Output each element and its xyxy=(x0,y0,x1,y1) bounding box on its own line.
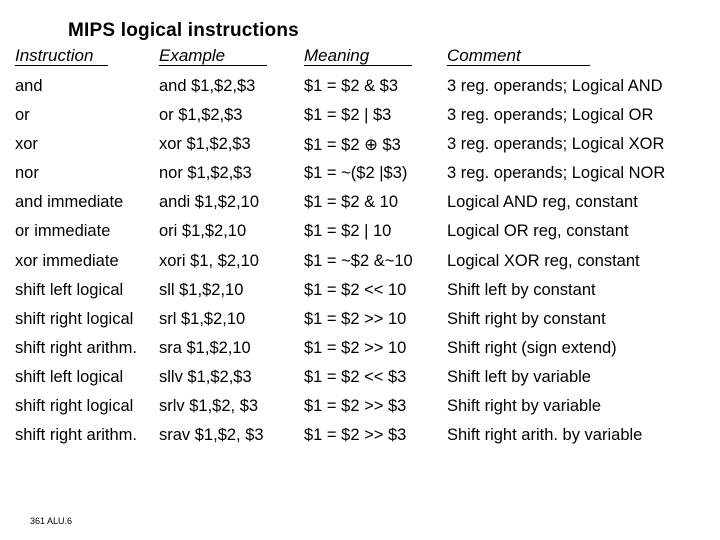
cell-comment: 3 reg. operands; Logical AND xyxy=(447,77,663,95)
table-row xyxy=(0,104,720,133)
cell-example: srav $1,$2, $3 xyxy=(159,426,264,445)
table-header xyxy=(0,46,720,68)
cell-meaning: $1 = ~($2 |$3) xyxy=(304,164,408,183)
header-example: Example xyxy=(159,46,226,65)
cell-meaning: $1 = $2 >> 10 xyxy=(304,338,407,357)
cell-meaning: $1 = $2 & $3 xyxy=(304,77,399,95)
cell-comment: 3 reg. operands; Logical OR xyxy=(447,106,654,125)
header-underline xyxy=(447,65,590,66)
header-underline xyxy=(15,65,108,66)
cell-meaning: $1 = $2 | 10 xyxy=(304,222,392,241)
cell-comment: Logical AND reg, constant xyxy=(447,193,638,212)
table-row xyxy=(0,395,720,424)
table-row xyxy=(0,220,720,249)
cell-comment: Shift right arith. by variable xyxy=(447,426,643,445)
cell-instruction: shift right logical xyxy=(15,309,134,328)
table-row xyxy=(0,308,720,337)
cell-meaning: $1 = $2 << 10 xyxy=(304,280,407,299)
cell-meaning: $1 = $2 >> $3 xyxy=(304,426,407,445)
header-underline xyxy=(304,65,412,66)
cell-meaning: $1 = $2 | $3 xyxy=(304,106,392,125)
cell-example: nor $1,$2,$3 xyxy=(159,164,252,183)
cell-meaning: $1 = $2 ⊕ $3 xyxy=(304,136,401,155)
page-title: MIPS logical instructions xyxy=(68,20,299,41)
cell-comment: 3 reg. operands; Logical XOR xyxy=(447,135,665,154)
cell-example: sllv $1,$2,$3 xyxy=(159,367,252,386)
table-row xyxy=(0,162,720,191)
header-instruction: Instruction xyxy=(15,46,94,65)
cell-instruction: shift left logical xyxy=(15,280,124,299)
slide-footer: 361 ALU.6 xyxy=(30,516,73,526)
cell-meaning: $1 = ~$2 &~10 xyxy=(304,251,413,270)
table-row xyxy=(0,337,720,366)
cell-meaning: $1 = $2 << $3 xyxy=(304,367,407,386)
cell-example: xori $1, $2,10 xyxy=(159,251,259,270)
header-comment: Comment xyxy=(447,46,521,65)
cell-comment: Shift right by variable xyxy=(447,397,602,416)
cell-meaning: $1 = $2 >> 10 xyxy=(304,309,407,328)
cell-comment: Shift left by constant xyxy=(447,280,596,299)
table-row xyxy=(0,366,720,395)
header-meaning: Meaning xyxy=(304,46,370,65)
cell-instruction: xor immediate xyxy=(15,251,119,270)
cell-comment: Shift right (sign extend) xyxy=(447,338,617,357)
cell-instruction: or xyxy=(15,106,30,125)
cell-comment: 3 reg. operands; Logical NOR xyxy=(447,164,666,183)
cell-meaning: $1 = $2 & 10 xyxy=(304,193,399,212)
cell-instruction: shift right arithm. xyxy=(15,426,137,445)
cell-instruction: xor xyxy=(15,135,38,154)
cell-example: and $1,$2,$3 xyxy=(159,77,256,95)
cell-instruction: and immediate xyxy=(15,193,124,212)
cell-instruction: and xyxy=(15,77,43,95)
table-row xyxy=(0,75,720,104)
cell-example: sll $1,$2,10 xyxy=(159,280,244,299)
table-row xyxy=(0,133,720,162)
cell-comment: Shift right by constant xyxy=(447,309,606,328)
header-underline xyxy=(159,65,267,66)
instruction-table xyxy=(0,75,720,453)
cell-example: xor $1,$2,$3 xyxy=(159,135,251,154)
cell-comment: Logical XOR reg, constant xyxy=(447,251,640,270)
cell-instruction: or immediate xyxy=(15,222,111,241)
cell-meaning: $1 = $2 >> $3 xyxy=(304,397,407,416)
cell-example: srlv $1,$2, $3 xyxy=(159,397,259,416)
cell-instruction: shift left logical xyxy=(15,367,124,386)
table-row xyxy=(0,250,720,279)
cell-example: or $1,$2,$3 xyxy=(159,106,243,125)
table-row xyxy=(0,279,720,308)
cell-comment: Shift left by variable xyxy=(447,367,591,386)
cell-instruction: shift right logical xyxy=(15,397,134,416)
cell-example: sra $1,$2,10 xyxy=(159,338,251,357)
cell-instruction: shift right arithm. xyxy=(15,338,137,357)
cell-example: ori $1,$2,10 xyxy=(159,222,247,241)
cell-comment: Logical OR reg, constant xyxy=(447,222,629,241)
cell-instruction: nor xyxy=(15,164,39,183)
table-row xyxy=(0,191,720,220)
table-row xyxy=(0,424,720,453)
cell-example: andi $1,$2,10 xyxy=(159,193,260,212)
cell-example: srl $1,$2,10 xyxy=(159,309,246,328)
